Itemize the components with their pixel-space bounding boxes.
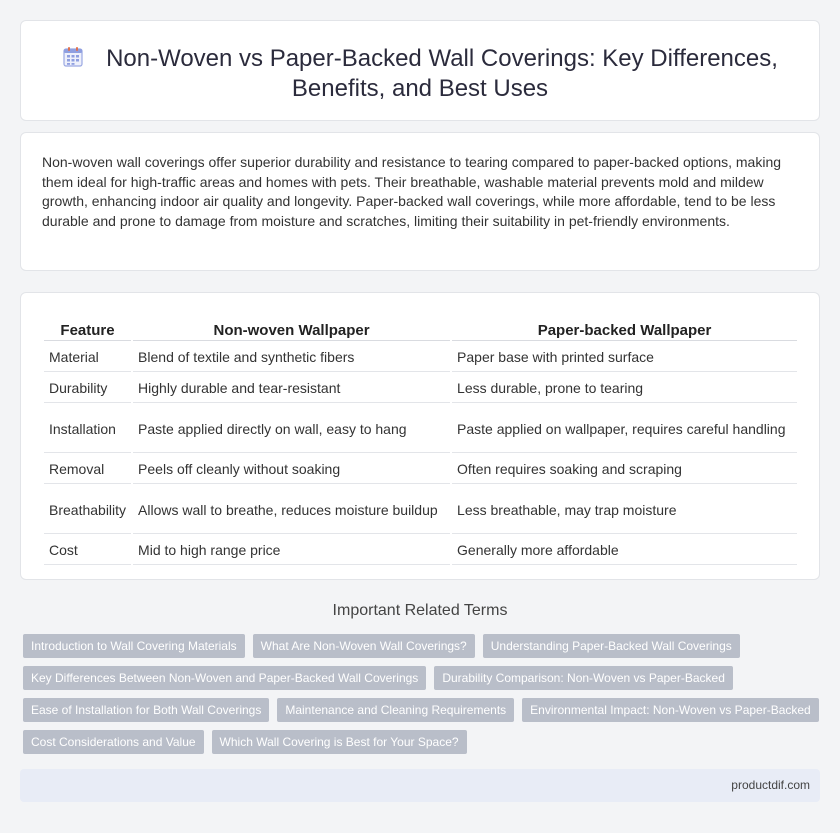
- paper-backed-cell: Paper base with printed surface: [452, 343, 797, 372]
- paper-backed-cell: Less breathable, may trap moisture: [452, 486, 797, 534]
- header-non-woven: Non-woven Wallpaper: [133, 317, 450, 341]
- feature-cell: Removal: [44, 455, 131, 484]
- title-card: [20, 20, 820, 121]
- table-row: [44, 374, 797, 403]
- intro-card: [20, 132, 820, 271]
- comparison-table: [42, 315, 799, 567]
- paper-backed-cell: Often requires soaking and scraping: [452, 455, 797, 484]
- related-term-tag[interactable]: What Are Non-Woven Wall Coverings?: [253, 634, 475, 658]
- header-feature: Feature: [44, 317, 131, 341]
- non-woven-cell: Paste applied directly on wall, easy to hang: [133, 405, 450, 453]
- feature-cell: Cost: [44, 536, 131, 565]
- table-row: [44, 405, 797, 453]
- table-row: [44, 343, 797, 372]
- paper-backed-cell: Generally more affordable: [452, 536, 797, 565]
- related-term-tag[interactable]: Which Wall Covering is Best for Your Space?: [212, 730, 467, 754]
- related-term-tag[interactable]: Understanding Paper-Backed Wall Coverings: [483, 634, 740, 658]
- comparison-card: [20, 292, 820, 580]
- related-term-tag[interactable]: Key Differences Between Non-Woven and Paper-Backed Wall Coverings: [23, 666, 426, 690]
- feature-cell: Installation: [44, 405, 131, 453]
- feature-cell: Material: [44, 343, 131, 372]
- table-row: [44, 486, 797, 534]
- title-line-1: Non-Woven vs Paper-Backed Wall Coverings: Key Differences,: [106, 45, 778, 72]
- page-title: [21, 44, 819, 104]
- calendar-grid-icon: [62, 46, 84, 68]
- footer-site-link[interactable]: productdif.com: [731, 778, 810, 792]
- related-term-tag[interactable]: Cost Considerations and Value: [23, 730, 204, 754]
- related-term-tag[interactable]: Durability Comparison: Non-Woven vs Paper-Backed: [434, 666, 733, 690]
- non-woven-cell: Allows wall to breathe, reduces moisture buildup: [133, 486, 450, 534]
- footer: [20, 769, 820, 802]
- intro-paragraph: Non-woven wall coverings offer superior durability and resistance to tearing compared to paper-backed options, making them ideal for high-traffic areas and homes with pets. Their breathable, washable material prevents mold and mildew growth, enhancing indoor air quality and longevity. Paper-backed wall coverings, while more affordable, tend to be less durable and prone to damage from moisture and scratches, limiting their suitability in pet-friendly environments.: [42, 154, 782, 229]
- related-term-tag[interactable]: Environmental Impact: Non-Woven vs Paper-Backed: [522, 698, 819, 722]
- title-line-2: Benefits, and Best Uses: [291, 75, 549, 102]
- header-paper-backed: Paper-backed Wallpaper: [452, 317, 797, 341]
- related-terms-title: Important Related Terms: [332, 602, 508, 619]
- non-woven-cell: Highly durable and tear-resistant: [133, 374, 450, 403]
- related-terms-list: [23, 634, 818, 762]
- feature-cell: Durability: [44, 374, 131, 403]
- table-header-row: [44, 317, 797, 341]
- paper-backed-cell: Less durable, prone to tearing: [452, 374, 797, 403]
- related-term-tag[interactable]: Introduction to Wall Covering Materials: [23, 634, 245, 658]
- feature-cell: Breathability: [44, 486, 131, 534]
- non-woven-cell: Mid to high range price: [133, 536, 450, 565]
- non-woven-cell: Blend of textile and synthetic fibers: [133, 343, 450, 372]
- related-term-tag[interactable]: Ease of Installation for Both Wall Coverings: [23, 698, 269, 722]
- table-row: [44, 455, 797, 484]
- paper-backed-cell: Paste applied on wallpaper, requires careful handling: [452, 405, 797, 453]
- non-woven-cell: Peels off cleanly without soaking: [133, 455, 450, 484]
- table-row: [44, 536, 797, 565]
- related-term-tag[interactable]: Maintenance and Cleaning Requirements: [277, 698, 514, 722]
